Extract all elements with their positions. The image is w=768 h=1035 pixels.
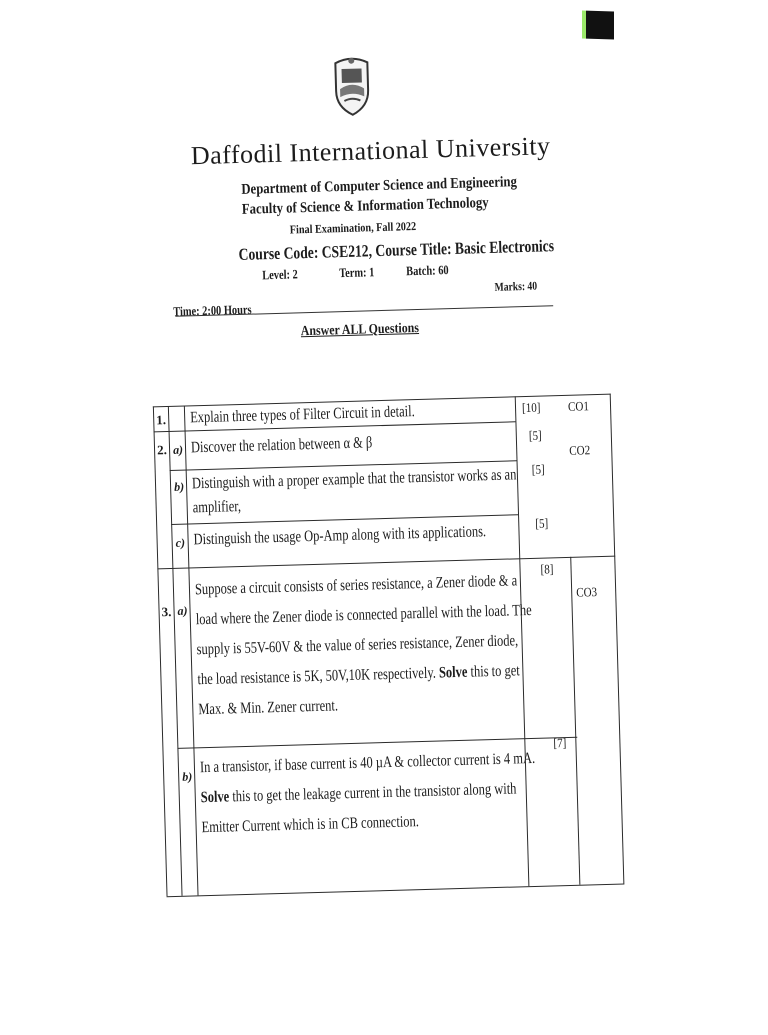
subquestion-label: b) [173,479,185,494]
course-info: Course Code: CSE212, Course Title: Basic Electronics [238,236,555,264]
question-marks: [5] [531,461,545,477]
question-text: Explain three types of Filter Circuit in detail. [189,403,415,427]
question-text: supply is 55V-60V & the value of series resistance, Zener diode, [196,632,519,659]
question-text: Distinguish the usage Op-Amp along with its applications. [193,523,487,549]
question-marks: [5] [528,427,542,443]
level-label: Level: 2 [262,266,298,283]
subquestion-label: a) [177,603,188,618]
batch-label: Batch: 60 [405,262,449,279]
instruction-heading: Answer ALL Questions [300,320,420,340]
table-column-divider [570,557,580,885]
question-text: amplifier, [192,498,242,517]
question-marks: [5] [535,515,549,531]
question-marks: [8] [540,561,554,577]
question-text: Max. & Min. Zener current. [198,697,339,719]
faculty-name: Faculty of Science & Information Technology [241,194,489,218]
question-text: Distinguish with a proper example that the transistor works as an [191,466,517,493]
department-name: Department of Computer Science and Engineering [241,174,518,198]
table-border-left [153,406,168,896]
question-marks: [10] [521,399,541,416]
question-text: load where the Zener diode is connected parallel with the load. The [195,601,532,629]
exam-title: Final Examination, Fall 2022 [289,219,417,237]
question-number: 3. [161,603,172,620]
question-text: the load resistance is 5K, 50V,10K respectively. Solve this to get [197,662,520,689]
university-crest-icon [329,52,375,117]
question-text: Solve this to get the leakage current in the transistor along with [200,780,517,807]
subquestion-label: a) [172,442,184,457]
subquestion-label: b) [182,769,193,784]
term-label: Term: 1 [338,264,375,281]
time-label: Time: 2:00 Hours [172,301,252,319]
question-text: Emitter Current which is in CB connection. [201,813,420,837]
university-name: Daffodil International University [190,131,551,171]
course-outcome: CO2 [569,442,591,458]
subquestion-label: c) [175,535,186,550]
question-text: Suppose a circuit consists of series resistance, a Zener diode & a [194,572,518,599]
question-marks: [7] [553,735,567,751]
table-border-bottom [167,883,625,897]
table-border-right [610,394,625,884]
total-marks-label: Marks: 40 [494,278,538,294]
question-number: 1. [156,412,167,428]
course-outcome: CO1 [567,398,590,414]
question-text: Discover the relation between α & β [190,434,373,457]
course-outcome: CO3 [575,584,598,600]
question-number: 2. [156,442,168,458]
question-text: In a transistor, if base current is 40 µA & collector current is 4 mA. [199,749,536,777]
question-table [0,0,754,11]
